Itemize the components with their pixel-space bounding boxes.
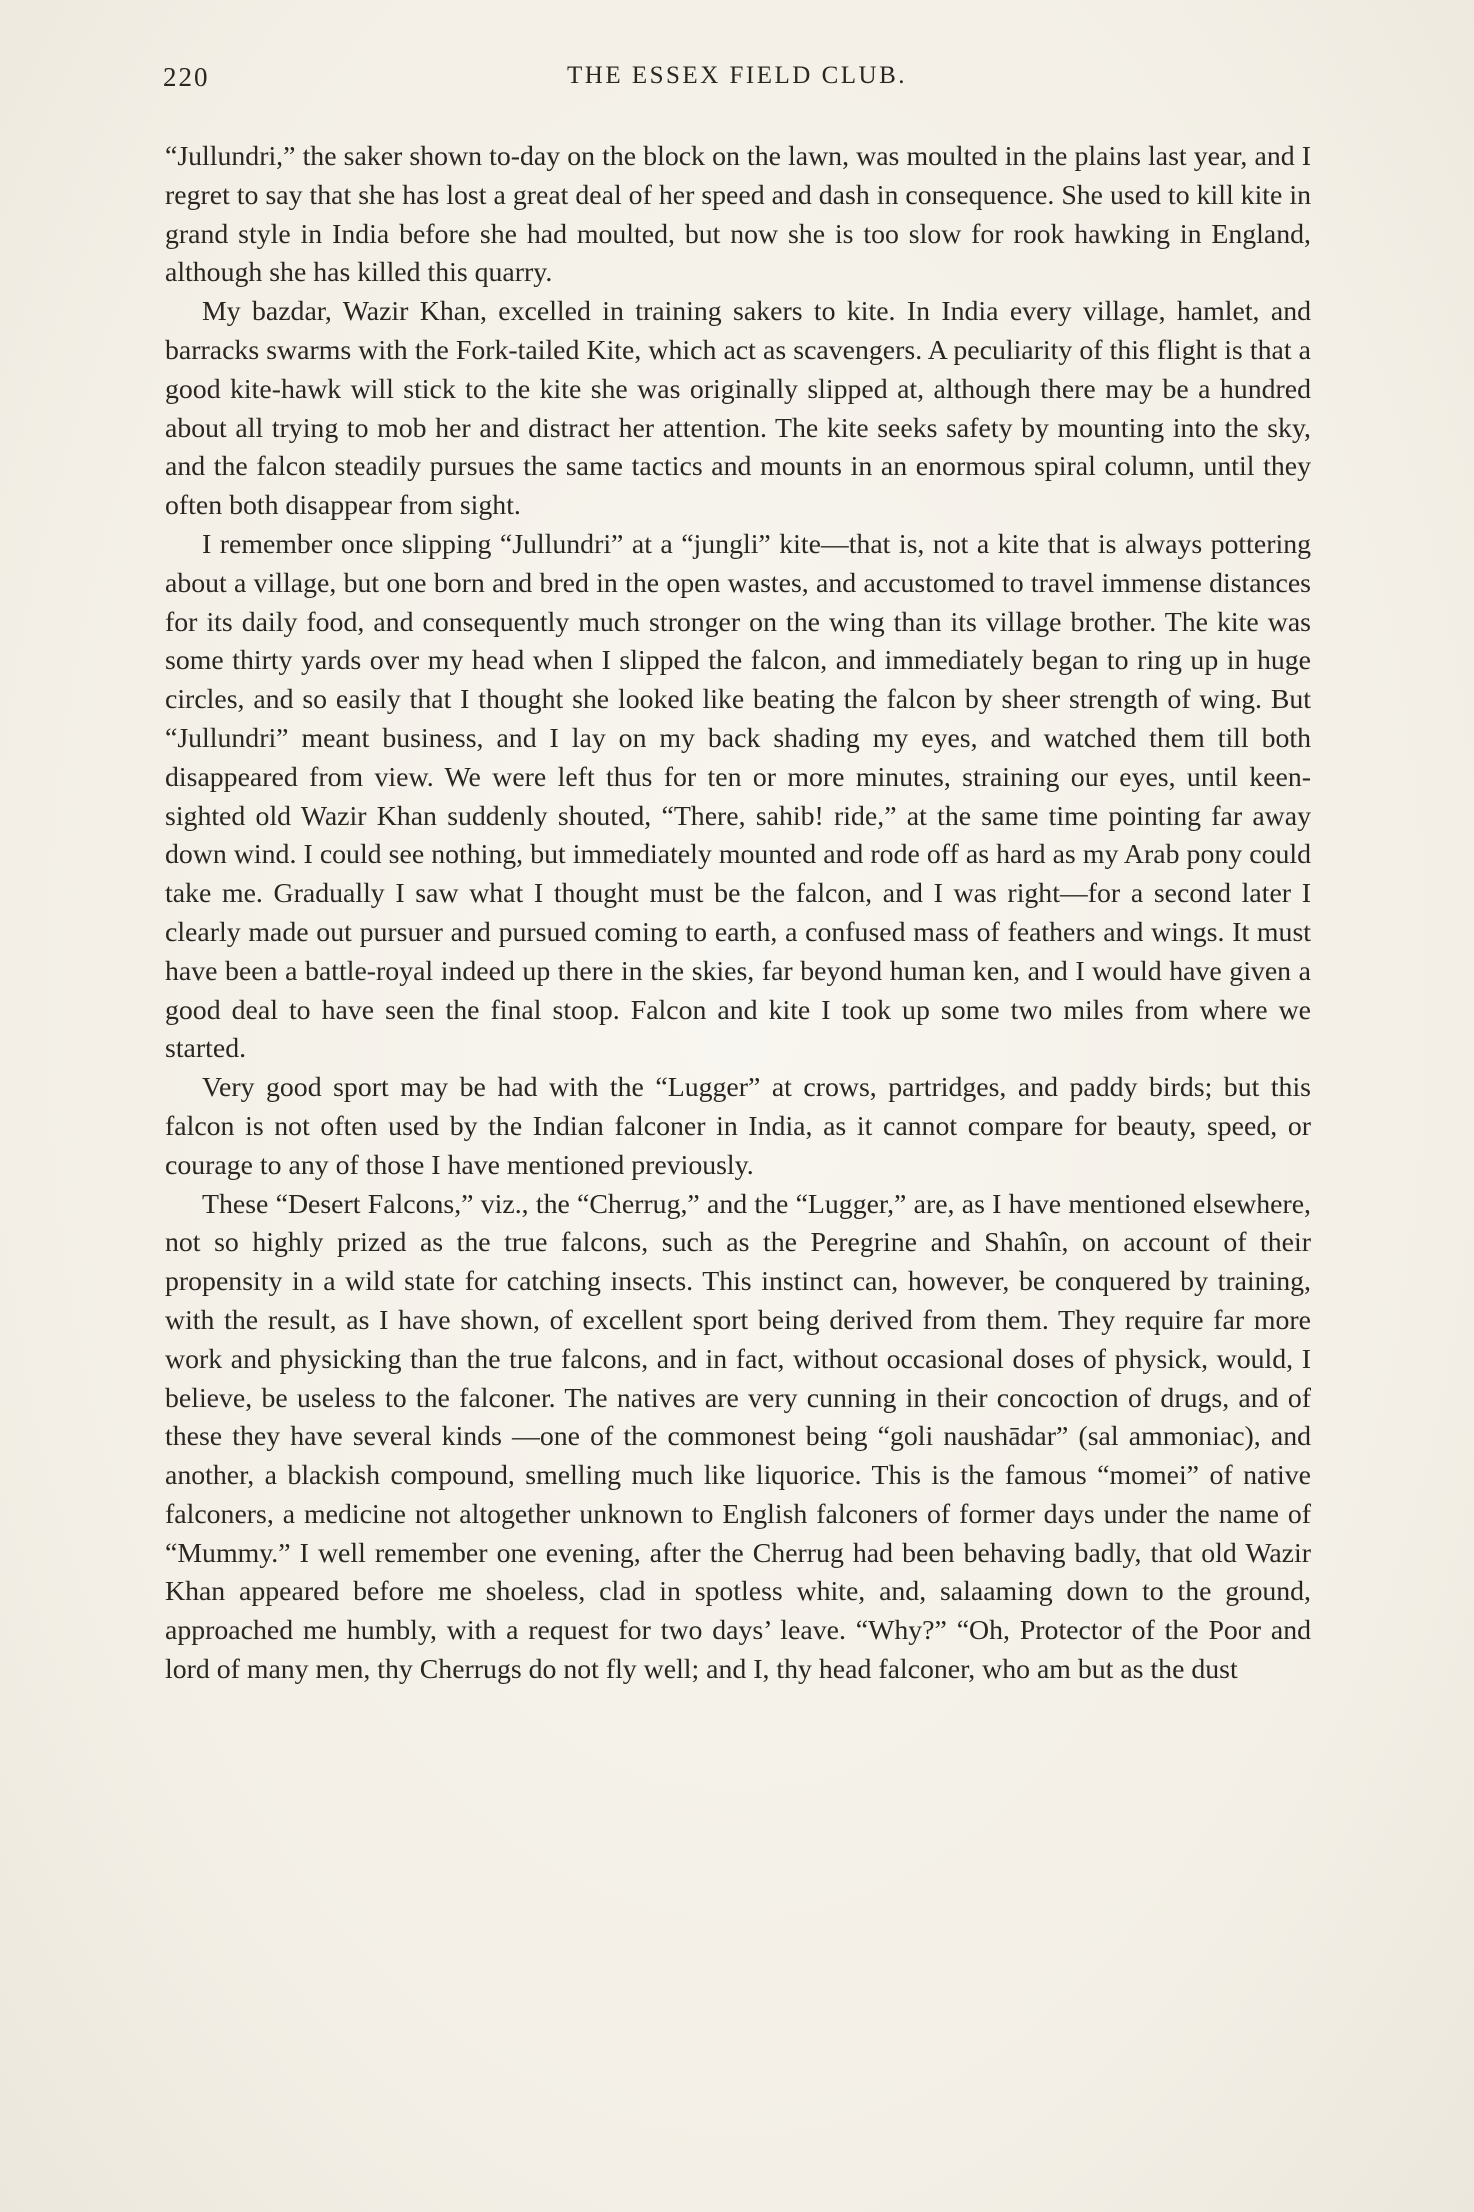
paragraph-4: Very good sport may be had with the “Lugger” at crows, partridges, and paddy birds; but this falcon is not often used by the Indian falconer in India, as it cannot compare for beauty, speed, or courage to any of those I have mentioned previously. [165, 1072, 1311, 1181]
header-title: THE ESSEX FIELD CLUB. [567, 62, 907, 89]
page-number: 220 [163, 62, 210, 92]
paragraph-5: These “Desert Falcons,” viz., the “Cherrug,” and the “Lugger,” are, as I have mentioned elsewhere, not so highly prized as the true falcons, such as the Peregrine and Shahîn, on account of their propensity in a wild state for catching insects. This instinct can, however, be conquered by training, with the result, as I have shown, of excellent sport being derived from them. They require far more work and physicking than the true falcons, and in fact, without occasional doses of physick, would, I believe, be useless to the falconer. The natives are very cunning in their concoction of drugs, and of these they have several kinds —one of the commonest being “goli naushādar” (sal ammoniac), and another, a blackish compound, smelling much like liquorice. This is the famous “momei” of native falconers, a medicine not altogether unknown to English falconers of former days under the name of “Mummy.” I well remember one evening, after the Cherrug had been behaving badly, that old Wazir Khan appeared before me shoeless, clad in spotless white, and, salaaming down to the ground, approached me humbly, with a request for two days’ leave. “Why?” “Oh, Protector of the Poor and lord of many men, thy Cherrugs do not fly well; and I, thy head falconer, who am but as the dust [165, 1188, 1311, 1686]
paragraph-2: My bazdar, Wazir Khan, excelled in training sakers to kite. In India every village, hamlet, and barracks swarms with the Fork-tailed Kite, which act as scavengers. A peculiarity of this flight is that a good kite-hawk will stick to the kite she was originally slipped at, although there may be a hundred about all trying to mob her and distract her attention. The kite seeks safety by mounting into the sky, and the falcon steadily pursues the same tactics and mounts in an enormous spiral column, until they often both disappear from sight. [165, 296, 1311, 522]
paragraph-3: I remember once slipping “Jullundri” at a “jungli” kite—that is, not a kite that is always pottering about a village, but one born and bred in the open wastes, and accustomed to travel immense distances for its daily food, and consequently much stronger on the wing than its village brother. The kite was some thirty yards over my head when I slipped the falcon, and immediately began to ring up in huge circles, and so easily that I thought she looked like beating the falcon by sheer strength of wing. But “Jullundri” meant business, and I lay on my back shading my eyes, and watched them till both disappeared from view. We were left thus for ten or more minutes, straining our eyes, until keen-sighted old Wazir Khan suddenly shouted, “There, sahib! ride,” at the same time pointing far away down wind. I could see nothing, but immediately mounted and rode off as hard as my Arab pony could take me. Gradually I saw what I thought must be the falcon, and I was right—for a second later I clearly made out pursuer and pursued coming to earth, a confused mass of feathers and wings. It must have been a battle-royal indeed up there in the skies, far beyond human ken, and I would have given a good deal to have seen the final stoop. Falcon and kite I took up some two miles from where we started. [165, 528, 1311, 1065]
text-body [165, 138, 1311, 1690]
paragraph-1: “Jullundri,” the saker shown to-day on the block on the lawn, was moulted in the plains last year, and I regret to say that she has lost a great deal of her speed and dash in consequence. She used to kill kite in grand style in India before she had moulted, but now she is too slow for rook hawking in England, although she has killed this quarry. [165, 141, 1311, 289]
running-head [163, 62, 1311, 102]
